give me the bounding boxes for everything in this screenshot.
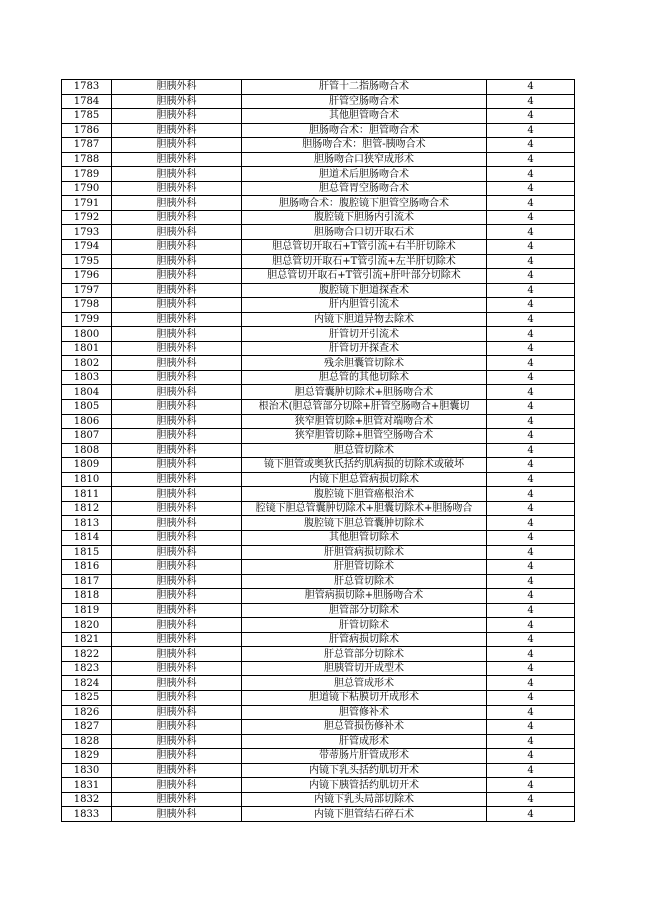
department-cell[interactable]: 胆胰外科 [112,138,242,153]
procedure-name-cell[interactable]: 狭窄胆管切除+胆管对端吻合术 [242,414,487,429]
department-cell[interactable]: 胆胰外科 [112,705,242,720]
table-row [62,807,575,822]
level-cell[interactable]: 4 [487,574,575,589]
row-number-cell[interactable]: 1826 [62,705,112,720]
level-cell[interactable]: 4 [487,400,575,415]
department-cell[interactable]: 胆胰外科 [112,589,242,604]
table-row [62,690,575,705]
row-number-cell[interactable]: 1814 [62,530,112,545]
row-number-cell[interactable]: 1818 [62,589,112,604]
row-number-cell[interactable]: 1791 [62,196,112,211]
row-number-cell[interactable]: 1790 [62,181,112,196]
level-cell[interactable]: 4 [487,152,575,167]
level-cell[interactable]: 4 [487,429,575,444]
table-row [62,210,575,225]
table-row [62,283,575,298]
level-cell[interactable]: 4 [487,603,575,618]
row-number-cell[interactable]: 1824 [62,676,112,691]
row-number-cell[interactable]: 1788 [62,152,112,167]
procedure-name-cell[interactable]: 胆总管的其他切除术 [242,370,487,385]
table-row [62,792,575,807]
procedure-name-cell[interactable]: 内镜下胆总管病损切除术 [242,472,487,487]
row-number-cell[interactable]: 1817 [62,574,112,589]
row-number-cell[interactable]: 1803 [62,370,112,385]
procedure-name-cell[interactable]: 腔镜下胆总管囊肿切除术+胆囊切除术+胆肠吻合 [242,501,487,516]
department-cell[interactable]: 胆胰外科 [112,123,242,138]
row-number-cell[interactable]: 1800 [62,327,112,342]
row-number-cell[interactable]: 1783 [62,80,112,95]
level-cell[interactable]: 4 [487,327,575,342]
row-number-cell[interactable]: 1807 [62,429,112,444]
row-number-cell[interactable]: 1820 [62,618,112,633]
department-cell[interactable]: 胆胰外科 [112,749,242,764]
row-number-cell[interactable]: 1831 [62,778,112,793]
procedure-name-cell[interactable]: 胆总管成形术 [242,676,487,691]
department-cell[interactable]: 胆胰外科 [112,312,242,327]
level-cell[interactable]: 4 [487,414,575,429]
table-row [62,138,575,153]
table-row [62,94,575,109]
department-cell[interactable]: 胆胰外科 [112,254,242,269]
row-number-cell[interactable]: 1830 [62,763,112,778]
row-number-cell[interactable]: 1787 [62,138,112,153]
department-cell[interactable]: 胆胰外科 [112,720,242,735]
department-cell[interactable]: 胆胰外科 [112,560,242,575]
department-cell[interactable]: 胆胰外科 [112,109,242,124]
procedure-name-cell[interactable]: 胆管部分切除术 [242,603,487,618]
row-number-cell[interactable]: 1785 [62,109,112,124]
table-row [62,312,575,327]
procedure-name-cell[interactable]: 带蒂肠片肝管成形术 [242,749,487,764]
department-cell[interactable]: 胆胰外科 [112,269,242,284]
department-cell[interactable]: 胆胰外科 [112,807,242,822]
procedure-name-cell[interactable]: 腹腔镜下胆管癌根治术 [242,487,487,502]
level-cell[interactable]: 4 [487,676,575,691]
procedure-name-cell[interactable]: 胆管修补术 [242,705,487,720]
row-number-cell[interactable]: 1805 [62,400,112,415]
table-row [62,676,575,691]
procedure-name-cell[interactable]: 胆胰管切开成型术 [242,661,487,676]
level-cell[interactable]: 4 [487,705,575,720]
row-number-cell[interactable]: 1827 [62,720,112,735]
row-number-cell[interactable]: 1801 [62,341,112,356]
table-row [62,269,575,284]
level-cell[interactable]: 4 [487,341,575,356]
procedure-name-cell[interactable]: 胆总管损伤修补术 [242,720,487,735]
level-cell[interactable]: 4 [487,661,575,676]
table-row [62,196,575,211]
row-number-cell[interactable]: 1811 [62,487,112,502]
table-row [62,763,575,778]
table-row [62,618,575,633]
procedure-name-cell[interactable]: 内镜下胆管结石碎石术 [242,807,487,822]
row-number-cell[interactable]: 1796 [62,269,112,284]
row-number-cell[interactable]: 1821 [62,632,112,647]
level-cell[interactable]: 4 [487,298,575,313]
table-row [62,501,575,516]
department-cell[interactable]: 胆胰外科 [112,298,242,313]
procedure-name-cell[interactable]: 胆管病损切除+胆肠吻合术 [242,589,487,604]
procedure-name-cell[interactable]: 胆总管胃空肠吻合术 [242,181,487,196]
table-row [62,356,575,371]
row-number-cell[interactable]: 1828 [62,734,112,749]
row-number-cell[interactable]: 1829 [62,749,112,764]
procedure-name-cell[interactable]: 其他胆管吻合术 [242,109,487,124]
department-cell[interactable]: 胆胰外科 [112,167,242,182]
table-row [62,109,575,124]
level-cell[interactable]: 4 [487,385,575,400]
department-cell[interactable]: 胆胰外科 [112,210,242,225]
procedure-name-cell[interactable]: 内镜下胰管括约肌切开术 [242,778,487,793]
row-number-cell[interactable]: 1792 [62,210,112,225]
procedure-name-cell[interactable]: 内镜下乳头局部切除术 [242,792,487,807]
table-row [62,530,575,545]
procedure-name-cell[interactable]: 内镜下胆道异物去除术 [242,312,487,327]
table-row [62,661,575,676]
department-cell[interactable]: 胆胰外科 [112,94,242,109]
procedure-name-cell[interactable]: 胆肠吻合术：胆管-胰吻合术 [242,138,487,153]
level-cell[interactable]: 4 [487,181,575,196]
table-row [62,647,575,662]
table-row [62,181,575,196]
table-body [62,80,575,822]
procedure-name-cell[interactable]: 胆总管切除术 [242,443,487,458]
row-number-cell[interactable]: 1806 [62,414,112,429]
department-cell[interactable]: 胆胰外科 [112,792,242,807]
procedure-name-cell[interactable]: 胆道术后胆肠吻合术 [242,167,487,182]
procedure-name-cell[interactable]: 肝管病损切除术 [242,632,487,647]
level-cell[interactable]: 4 [487,80,575,95]
level-cell[interactable]: 4 [487,632,575,647]
table-row [62,632,575,647]
table-row [62,327,575,342]
table-row [62,574,575,589]
table-row [62,734,575,749]
level-cell[interactable]: 4 [487,269,575,284]
table-row [62,167,575,182]
table-row [62,472,575,487]
level-cell[interactable]: 4 [487,763,575,778]
department-cell[interactable]: 胆胰外科 [112,734,242,749]
department-cell[interactable]: 胆胰外科 [112,530,242,545]
procedure-name-cell[interactable]: 肝管成形术 [242,734,487,749]
level-cell[interactable]: 4 [487,792,575,807]
table-row [62,385,575,400]
procedure-name-cell[interactable]: 胆总管囊肿切除术+胆肠吻合术 [242,385,487,400]
row-number-cell[interactable]: 1798 [62,298,112,313]
row-number-cell[interactable]: 1813 [62,516,112,531]
row-number-cell[interactable]: 1808 [62,443,112,458]
level-cell[interactable]: 4 [487,690,575,705]
procedure-name-cell[interactable]: 肝管空肠吻合术 [242,94,487,109]
procedure-name-cell[interactable]: 胆总管切开取石+T管引流+肝叶部分切除术 [242,269,487,284]
level-cell[interactable]: 4 [487,807,575,822]
row-number-cell[interactable]: 1789 [62,167,112,182]
level-cell[interactable]: 4 [487,94,575,109]
row-number-cell[interactable]: 1816 [62,560,112,575]
table-row [62,152,575,167]
row-number-cell[interactable]: 1797 [62,283,112,298]
level-cell[interactable]: 4 [487,734,575,749]
row-number-cell[interactable]: 1793 [62,225,112,240]
table-row [62,254,575,269]
department-cell[interactable]: 胆胰外科 [112,414,242,429]
row-number-cell[interactable]: 1815 [62,545,112,560]
department-cell[interactable]: 胆胰外科 [112,778,242,793]
department-cell[interactable]: 胆胰外科 [112,283,242,298]
department-cell[interactable]: 胆胰外科 [112,327,242,342]
level-cell[interactable]: 4 [487,472,575,487]
level-cell[interactable]: 4 [487,720,575,735]
department-cell[interactable]: 胆胰外科 [112,196,242,211]
procedure-name-cell[interactable]: 残余胆囊管切除术 [242,356,487,371]
row-number-cell[interactable]: 1833 [62,807,112,822]
table-row [62,749,575,764]
level-cell[interactable]: 4 [487,356,575,371]
level-cell[interactable]: 4 [487,210,575,225]
department-cell[interactable]: 胆胰外科 [112,458,242,473]
level-cell[interactable]: 4 [487,516,575,531]
department-cell[interactable]: 胆胰外科 [112,181,242,196]
row-number-cell[interactable]: 1799 [62,312,112,327]
level-cell[interactable]: 4 [487,109,575,124]
row-number-cell[interactable]: 1832 [62,792,112,807]
table-row [62,720,575,735]
department-cell[interactable]: 胆胰外科 [112,603,242,618]
department-cell[interactable]: 胆胰外科 [112,763,242,778]
table-row [62,240,575,255]
level-cell[interactable]: 4 [487,560,575,575]
procedure-name-cell[interactable]: 胆道镜下粘膜切开成形术 [242,690,487,705]
table-row [62,487,575,502]
level-cell[interactable]: 4 [487,458,575,473]
department-cell[interactable]: 胆胰外科 [112,385,242,400]
table-row [62,225,575,240]
row-number-cell[interactable]: 1795 [62,254,112,269]
department-cell[interactable]: 胆胰外科 [112,80,242,95]
level-cell[interactable]: 4 [487,589,575,604]
row-number-cell[interactable]: 1819 [62,603,112,618]
department-cell[interactable]: 胆胰外科 [112,225,242,240]
procedure-name-cell[interactable]: 肝胆管病损切除术 [242,545,487,560]
table-row [62,516,575,531]
table-row [62,603,575,618]
table-row [62,370,575,385]
procedure-table [61,79,575,822]
procedure-name-cell[interactable]: 肝管切开探查术 [242,341,487,356]
row-number-cell[interactable]: 1810 [62,472,112,487]
procedure-name-cell[interactable]: 胆总管切开取石+T管引流+右半肝切除术 [242,240,487,255]
department-cell[interactable]: 胆胰外科 [112,618,242,633]
level-cell[interactable]: 4 [487,283,575,298]
level-cell[interactable]: 4 [487,225,575,240]
table-row [62,589,575,604]
table-row [62,705,575,720]
procedure-name-cell[interactable]: 肝总管部分切除术 [242,647,487,662]
row-number-cell[interactable]: 1794 [62,240,112,255]
procedure-name-cell[interactable]: 肝管切除术 [242,618,487,633]
department-cell[interactable]: 胆胰外科 [112,400,242,415]
procedure-name-cell[interactable]: 胆肠吻合术：胆管吻合术 [242,123,487,138]
department-cell[interactable]: 胆胰外科 [112,443,242,458]
procedure-name-cell[interactable]: 腹腔镜下胆肠内引流术 [242,210,487,225]
level-cell[interactable]: 4 [487,545,575,560]
department-cell[interactable]: 胆胰外科 [112,545,242,560]
table-row [62,123,575,138]
level-cell[interactable]: 4 [487,487,575,502]
department-cell[interactable]: 胆胰外科 [112,661,242,676]
procedure-name-cell[interactable]: 胆肠吻合口狭窄成形术 [242,152,487,167]
table-row [62,80,575,95]
procedure-name-cell[interactable]: 根治术(胆总管部分切除+肝管空肠吻合+胆囊切 [242,400,487,415]
row-number-cell[interactable]: 1804 [62,385,112,400]
table-row [62,443,575,458]
table-row [62,298,575,313]
procedure-name-cell[interactable]: 镜下胆管或奥狄氏括约肌病损的切除术或破坏 [242,458,487,473]
department-cell[interactable]: 胆胰外科 [112,516,242,531]
level-cell[interactable]: 4 [487,501,575,516]
row-number-cell[interactable]: 1802 [62,356,112,371]
level-cell[interactable]: 4 [487,749,575,764]
level-cell[interactable]: 4 [487,443,575,458]
table-row [62,778,575,793]
department-cell[interactable]: 胆胰外科 [112,487,242,502]
procedure-name-cell[interactable]: 肝总管切除术 [242,574,487,589]
level-cell[interactable]: 4 [487,196,575,211]
procedure-name-cell[interactable]: 肝胆管切除术 [242,560,487,575]
row-number-cell[interactable]: 1784 [62,94,112,109]
department-cell[interactable]: 胆胰外科 [112,676,242,691]
table-row [62,414,575,429]
department-cell[interactable]: 胆胰外科 [112,472,242,487]
level-cell[interactable]: 4 [487,312,575,327]
procedure-name-cell[interactable]: 胆肠吻合术：腹腔镜下胆管空肠吻合术 [242,196,487,211]
procedure-name-cell[interactable]: 腹腔镜下胆总管囊肿切除术 [242,516,487,531]
table-row [62,400,575,415]
procedure-name-cell[interactable]: 内镜下乳头括约肌切开术 [242,763,487,778]
department-cell[interactable]: 胆胰外科 [112,574,242,589]
department-cell[interactable]: 胆胰外科 [112,429,242,444]
level-cell[interactable]: 4 [487,240,575,255]
procedure-name-cell[interactable]: 其他胆管切除术 [242,530,487,545]
level-cell[interactable]: 4 [487,778,575,793]
table-row [62,429,575,444]
procedure-name-cell[interactable]: 胆总管切开取石+T管引流+左半肝切除术 [242,254,487,269]
row-number-cell[interactable]: 1825 [62,690,112,705]
table-row [62,341,575,356]
level-cell[interactable]: 4 [487,254,575,269]
procedure-name-cell[interactable]: 肝管切开引流术 [242,327,487,342]
level-cell[interactable]: 4 [487,167,575,182]
table-row [62,545,575,560]
level-cell[interactable]: 4 [487,530,575,545]
department-cell[interactable]: 胆胰外科 [112,240,242,255]
row-number-cell[interactable]: 1812 [62,501,112,516]
level-cell[interactable]: 4 [487,138,575,153]
level-cell[interactable]: 4 [487,618,575,633]
level-cell[interactable]: 4 [487,123,575,138]
procedure-name-cell[interactable]: 胆肠吻合口切开取石术 [242,225,487,240]
level-cell[interactable]: 4 [487,647,575,662]
department-cell[interactable]: 胆胰外科 [112,501,242,516]
department-cell[interactable]: 胆胰外科 [112,370,242,385]
procedure-name-cell[interactable]: 肝内胆管引流术 [242,298,487,313]
department-cell[interactable]: 胆胰外科 [112,632,242,647]
row-number-cell[interactable]: 1786 [62,123,112,138]
level-cell[interactable]: 4 [487,370,575,385]
department-cell[interactable]: 胆胰外科 [112,647,242,662]
row-number-cell[interactable]: 1809 [62,458,112,473]
department-cell[interactable]: 胆胰外科 [112,152,242,167]
department-cell[interactable]: 胆胰外科 [112,341,242,356]
row-number-cell[interactable]: 1822 [62,647,112,662]
procedure-name-cell[interactable]: 肝管十二指肠吻合术 [242,80,487,95]
row-number-cell[interactable]: 1823 [62,661,112,676]
table-row [62,458,575,473]
department-cell[interactable]: 胆胰外科 [112,690,242,705]
procedure-name-cell[interactable]: 狭窄胆管切除+胆管空肠吻合术 [242,429,487,444]
table-row [62,560,575,575]
department-cell[interactable]: 胆胰外科 [112,356,242,371]
spreadsheet [61,79,575,822]
procedure-name-cell[interactable]: 腹腔镜下胆道探查术 [242,283,487,298]
